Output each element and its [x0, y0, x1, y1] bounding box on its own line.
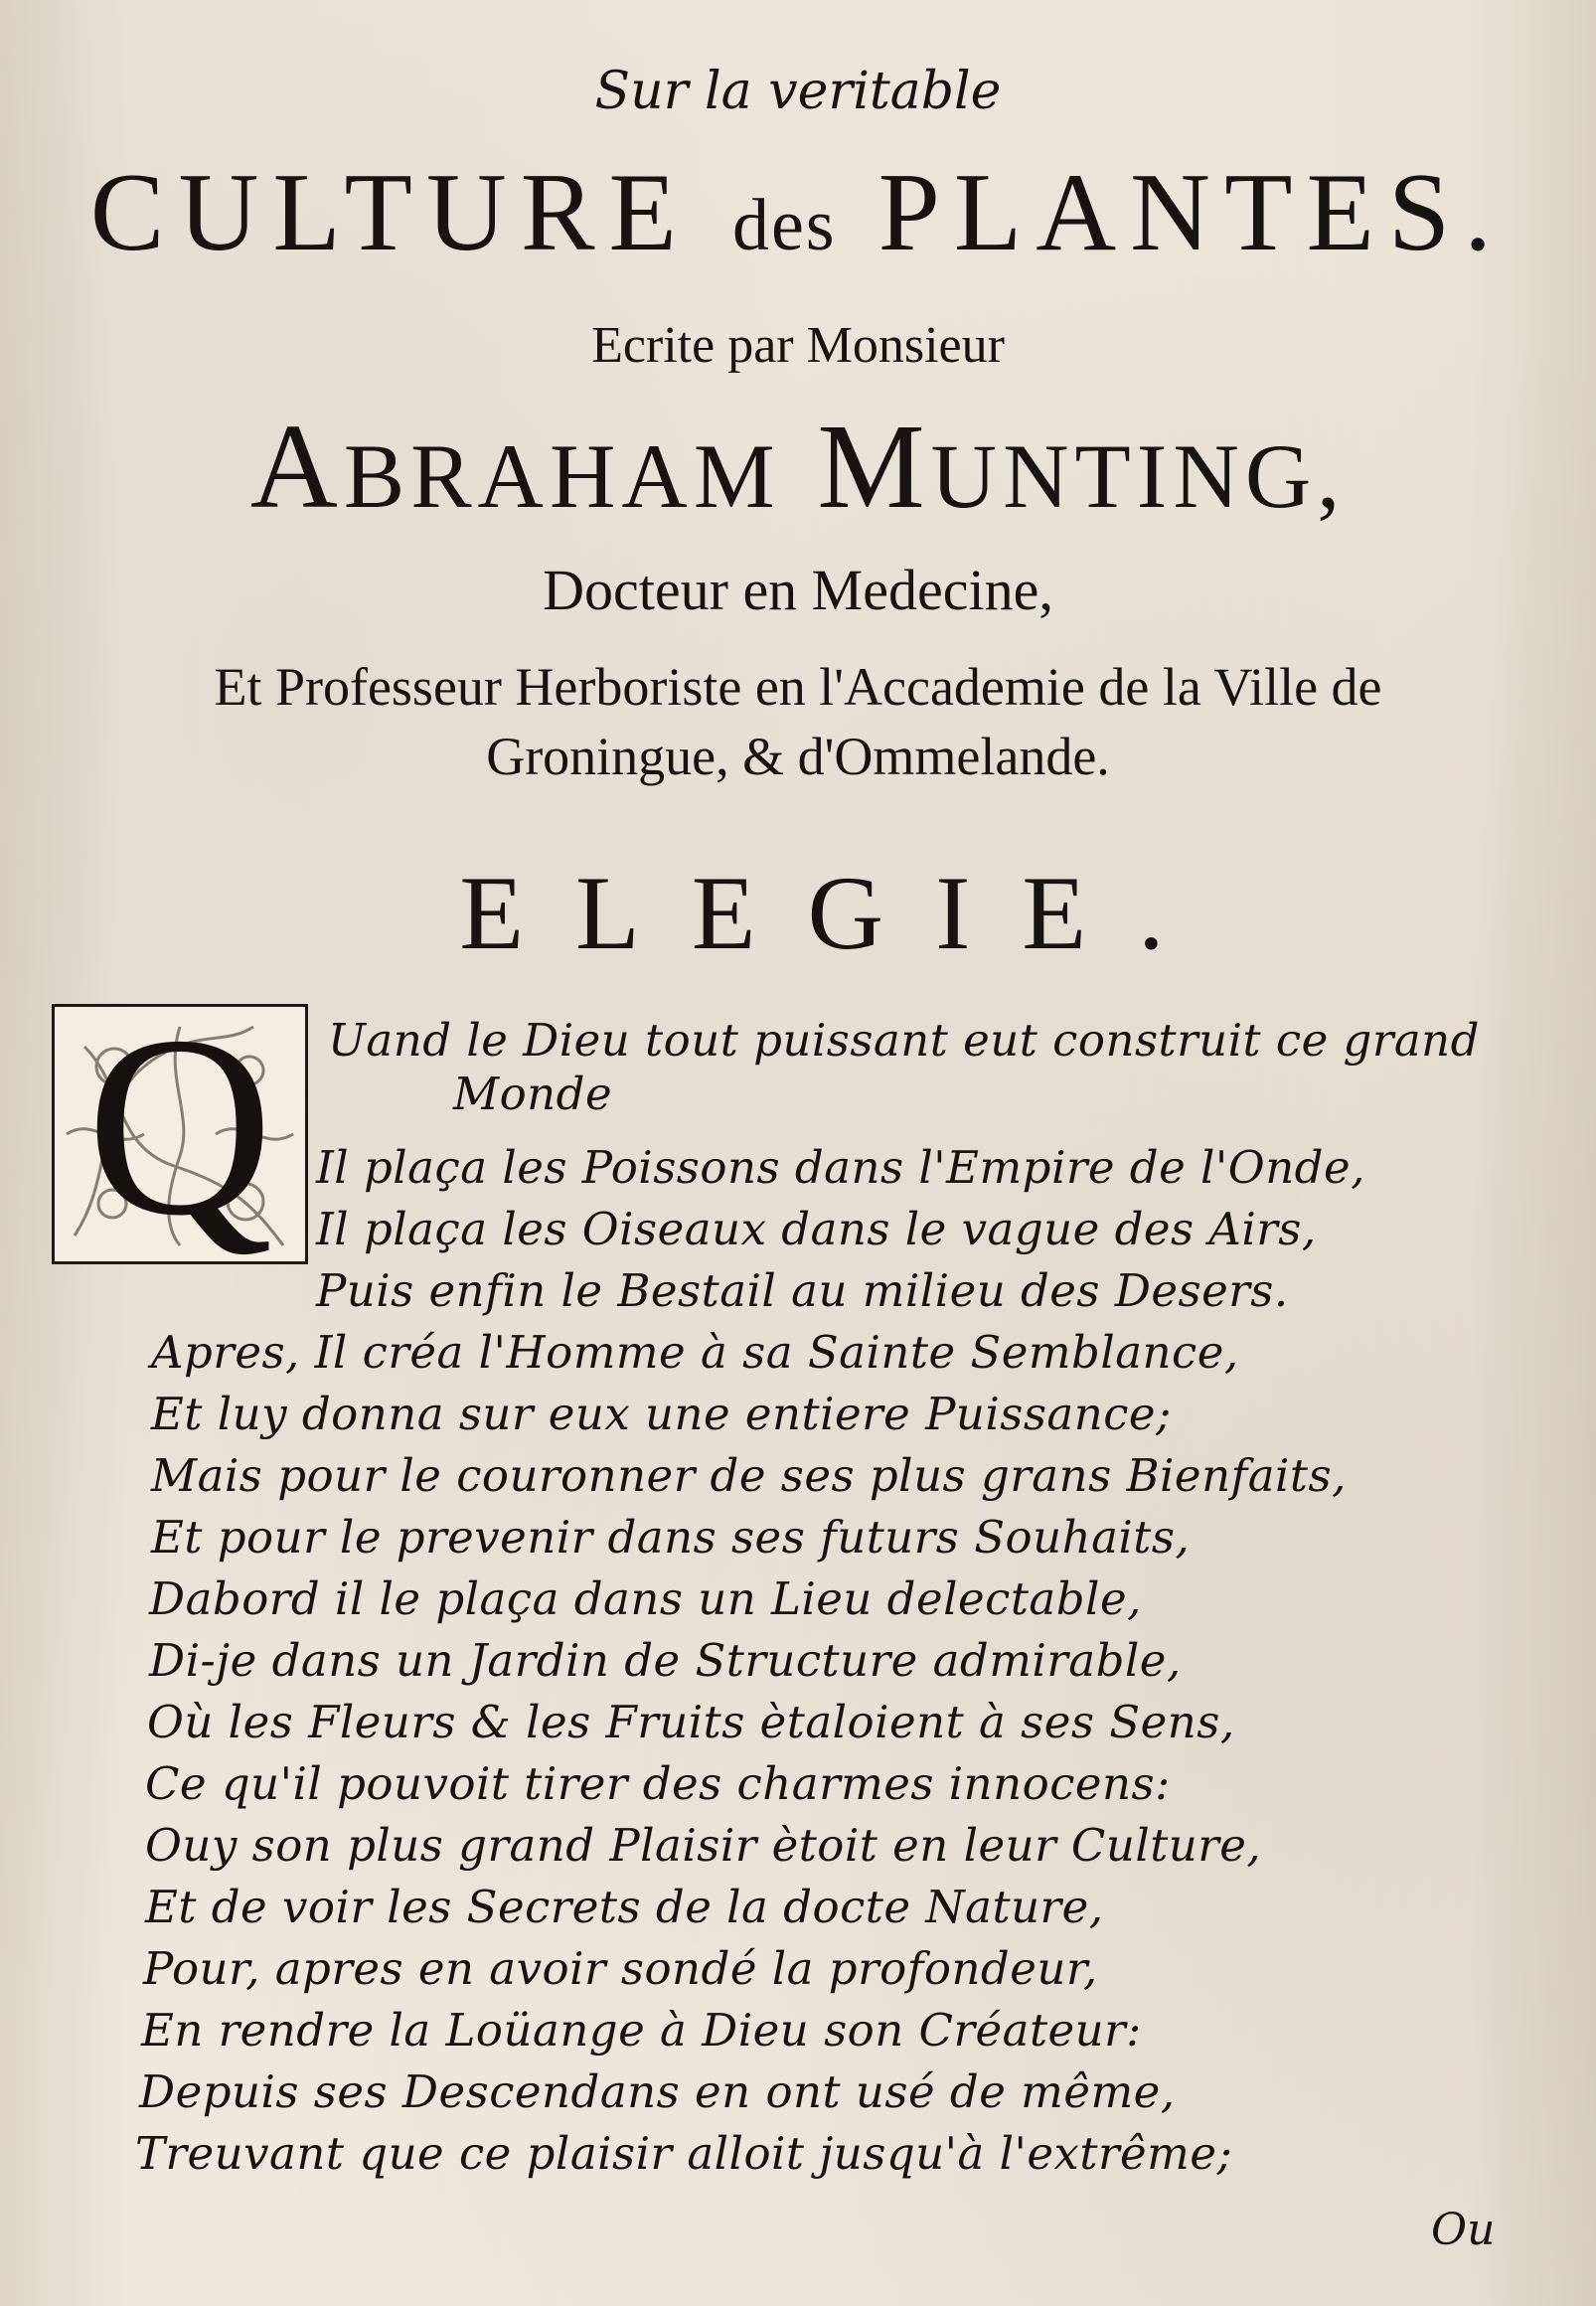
title-culture: CULTURE — [89, 151, 691, 274]
verse-line: Pour, apres en avoir sondé la profondeur, — [143, 1942, 1098, 1995]
drop-cap-ornament — [52, 983, 308, 1269]
section-title: ELEGIE. — [459, 855, 1216, 971]
verse-line: Uand le Dieu tout puissant eut construit ce grand — [328, 1014, 1480, 1067]
verse-line: Mais pour le couronner de ses plus grans Bienfaits, — [151, 1449, 1347, 1502]
pre-title: Sur la veritable — [594, 62, 1002, 121]
verse-line: Puis enfin le Bestail au milieu des Desers. — [316, 1264, 1289, 1317]
author-last-rest: UNTING, — [930, 425, 1347, 527]
verse-line: Depuis ses Descendans en ont usé de même, — [139, 2065, 1176, 2118]
verse-line: Apres, Il créa l'Homme à sa Sainte Semblance, — [151, 1326, 1239, 1379]
verse-line: Et de voir les Secrets de la docte Nature, — [145, 1881, 1104, 1933]
drop-cap-letter: Q — [86, 983, 273, 1269]
main-title — [0, 149, 1596, 277]
author-degree: Docteur en Medecine, — [543, 558, 1053, 622]
verse-line: Il plaça les Oiseaux dans le vague des Airs, — [316, 1203, 1317, 1255]
byline: Ecrite par Monsieur — [591, 317, 1005, 374]
title-des: des — [731, 185, 837, 266]
verse-line: Ce qu'il pouvoit tirer des charmes innocens: — [145, 1757, 1171, 1810]
author-first-rest: BRAHAM — [343, 425, 781, 527]
verse-line: Monde — [453, 1068, 613, 1120]
author-position-line-1: Et Professeur Herboriste en l'Accademie de la Ville de — [214, 657, 1382, 717]
verse-line: Di-je dans un Jardin de Structure admirable, — [149, 1634, 1182, 1687]
verse-line: Et luy donna sur eux une entiere Puissance; — [151, 1388, 1172, 1440]
author-last-initial: M — [817, 400, 931, 534]
verse-line: Où les Fleurs & les Fruits ètaloient à ses Sens, — [147, 1696, 1235, 1748]
catchword: Ou — [1431, 2205, 1496, 2255]
author-name — [0, 398, 1596, 537]
verse-line: Ouy son plus grand Plaisir ètoit en leur Culture, — [145, 1819, 1262, 1872]
verse-line: Treuvant que ce plaisir alloit jusqu'à l'extrême; — [135, 2127, 1233, 2180]
verse-line: En rendre la Loüange à Dieu son Créateur: — [141, 2004, 1142, 2057]
author-first-initial: A — [249, 400, 344, 534]
verse-line: Il plaça les Poissons dans l'Empire de l'Onde, — [316, 1141, 1365, 1194]
verse-line: Et pour le prevenir dans ses futurs Souhaits, — [151, 1511, 1191, 1564]
verse-line: Dabord il le plaça dans un Lieu delectable, — [149, 1572, 1142, 1625]
title-plantes: PLANTES. — [878, 151, 1507, 274]
author-position-line-2: Groningue, & d'Ommelande. — [486, 727, 1110, 786]
